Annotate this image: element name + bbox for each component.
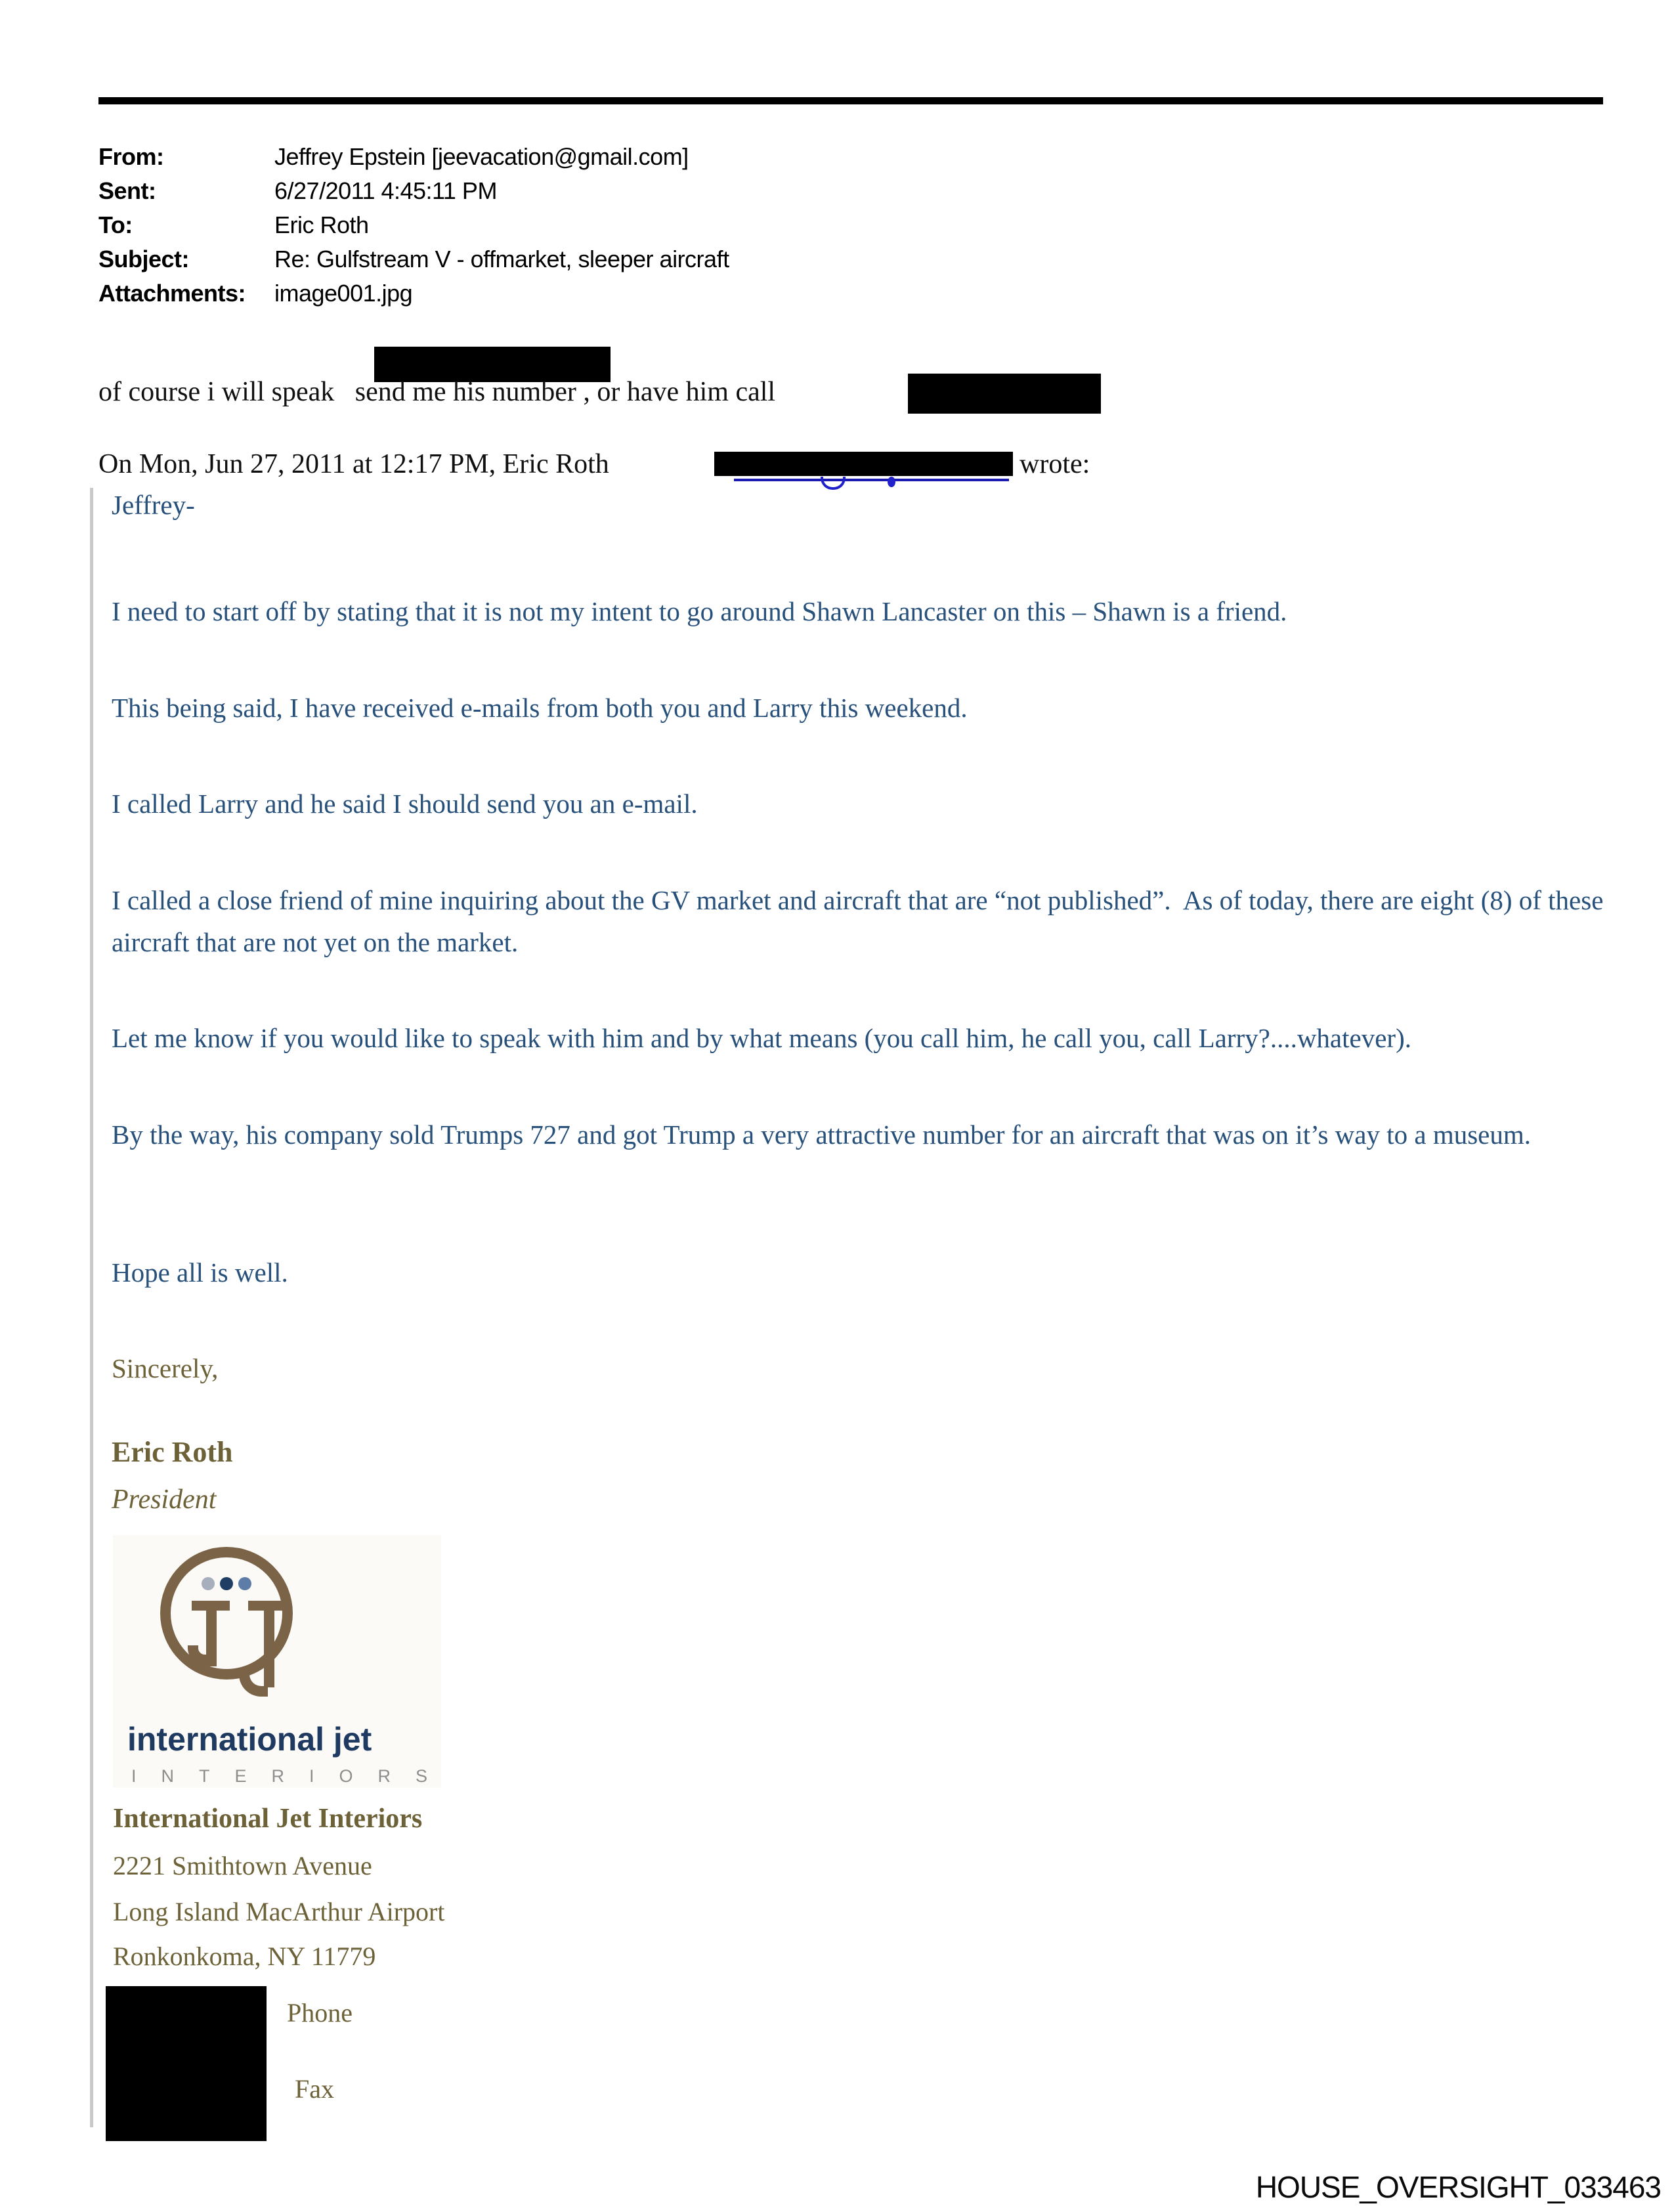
signature-name: Eric Roth — [112, 1436, 233, 1468]
to-value: Eric Roth — [274, 211, 369, 238]
quote-left-border — [90, 488, 93, 2127]
redaction-box-phone-fax — [106, 1986, 267, 2141]
sent-label: Sent: — [98, 177, 156, 204]
header-row-to — [98, 211, 369, 244]
quote-intro-after: wrote: — [1019, 449, 1090, 479]
quoted-closing: Sincerely, — [112, 1353, 219, 1383]
signature-title: President — [112, 1485, 217, 1515]
header-row-sent — [98, 177, 497, 210]
to-label: To: — [98, 211, 133, 238]
subject-label: Subject: — [98, 246, 190, 272]
logo-dot-icon — [202, 1577, 215, 1590]
company-address-line: 2221 Smithtown Avenue — [113, 1851, 372, 1880]
phone-label: Phone — [287, 1998, 353, 2028]
international-jet-logo — [113, 1535, 453, 1788]
quoted-greeting: Jeffrey- — [112, 490, 195, 520]
fax-label: Fax — [295, 2074, 334, 2104]
quoted-paragraph: Hope all is well. — [112, 1257, 288, 1288]
attachments-value: image001.jpg — [274, 280, 413, 307]
header-row-subject — [98, 246, 729, 278]
logo-dot-icon — [238, 1577, 251, 1590]
quoted-paragraph: I need to start off by stating that it is not my intent to go around Shawn Lancaster on this – Shawn is a friend. — [112, 596, 1287, 626]
company-name: International Jet Interiors — [113, 1804, 423, 1834]
from-value: Jeffrey Epstein [jeevacation@gmail.com] — [274, 143, 689, 170]
quoted-paragraph: I called a close friend of mine inquiring about the GV market and aircraft that are “not published”. As of today, there are eight (8) of these aircraft that are not yet on the market. — [112, 885, 1610, 957]
logo-monogram-icon — [239, 1670, 268, 1697]
logo-wordmark: international jet — [127, 1721, 372, 1758]
header-row-attachments — [98, 280, 412, 313]
company-address-line: Long Island MacArthur Airport — [113, 1897, 445, 1926]
quoted-paragraph: By the way, his company sold Trumps 727 and got Trump a very attractive number for an aircraft that was on it’s way to a museum. — [112, 1119, 1532, 1150]
redaction-box-sender-email — [714, 452, 1013, 476]
bates-number: HOUSE_OVERSIGHT_033463 — [1255, 2170, 1661, 2204]
quoted-paragraph: Let me know if you would like to speak with him and by what means (you call him, he call you, call Larry?....whatever). — [112, 1023, 1411, 1053]
from-label: From: — [98, 143, 164, 170]
header-row-from — [98, 143, 689, 176]
redaction-box-phone-number — [908, 374, 1101, 414]
subject-value: Re: Gulfstream V - offmarket, sleeper aircraft — [274, 246, 729, 272]
sent-value: 6/27/2011 4:45:11 PM — [274, 177, 497, 204]
top-rule — [98, 97, 1603, 104]
company-address-line: Ronkonkoma, NY 11779 — [113, 1941, 376, 1971]
email-link-underline — [734, 479, 1009, 481]
reply-line: of course i will speak send me his number , or have him call — [98, 377, 776, 407]
attachments-label: Attachments: — [98, 280, 246, 307]
quoted-paragraph: This being said, I have received e-mails from both you and Larry this weekend. — [112, 693, 968, 723]
logo-dot-icon — [220, 1577, 233, 1590]
quote-intro-before: On Mon, Jun 27, 2011 at 12:17 PM, Eric Roth — [98, 449, 616, 479]
logo-letters: INTERIORS — [131, 1766, 453, 1786]
quoted-paragraph: I called Larry and he said I should send you an e-mail. — [112, 789, 698, 819]
